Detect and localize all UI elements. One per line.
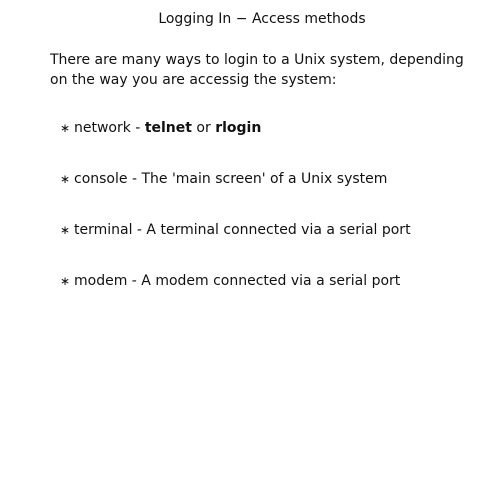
bullet-term-network: network <box>74 120 131 136</box>
bullet-asterisk-icon: ∗ <box>60 121 71 135</box>
bullet-term-modem: modem <box>74 273 128 289</box>
bullet-description-console: - The 'main screen' of a Unix system <box>127 171 388 187</box>
intro-line-1: There are many ways to login to a Unix system, depending <box>50 52 464 68</box>
access-methods-list <box>60 118 480 322</box>
list-item-network <box>60 118 480 169</box>
bullet-separator: - <box>130 120 145 136</box>
bullet-term-terminal: terminal <box>74 222 133 238</box>
bullet-term-console: console <box>74 171 128 187</box>
intro-line-2: on the way you are accessig the system: <box>50 72 337 88</box>
list-item-terminal <box>60 220 480 271</box>
slide-title: Logging In − Access methods <box>158 11 366 27</box>
list-item-console <box>60 169 480 220</box>
telnet-label: telnet <box>144 120 192 136</box>
bullet-asterisk-icon: ∗ <box>60 172 71 186</box>
bullet-description-terminal: - A terminal connected via a serial port <box>132 222 411 238</box>
bullet-description-modem: - A modem connected via a serial port <box>127 273 401 289</box>
bullet-asterisk-icon: ∗ <box>60 274 71 288</box>
or-label: or <box>191 120 216 136</box>
rlogin-label: rlogin <box>215 120 262 136</box>
list-item-modem <box>60 271 480 322</box>
intro-paragraph <box>50 50 490 90</box>
bullet-asterisk-icon: ∗ <box>60 223 71 237</box>
